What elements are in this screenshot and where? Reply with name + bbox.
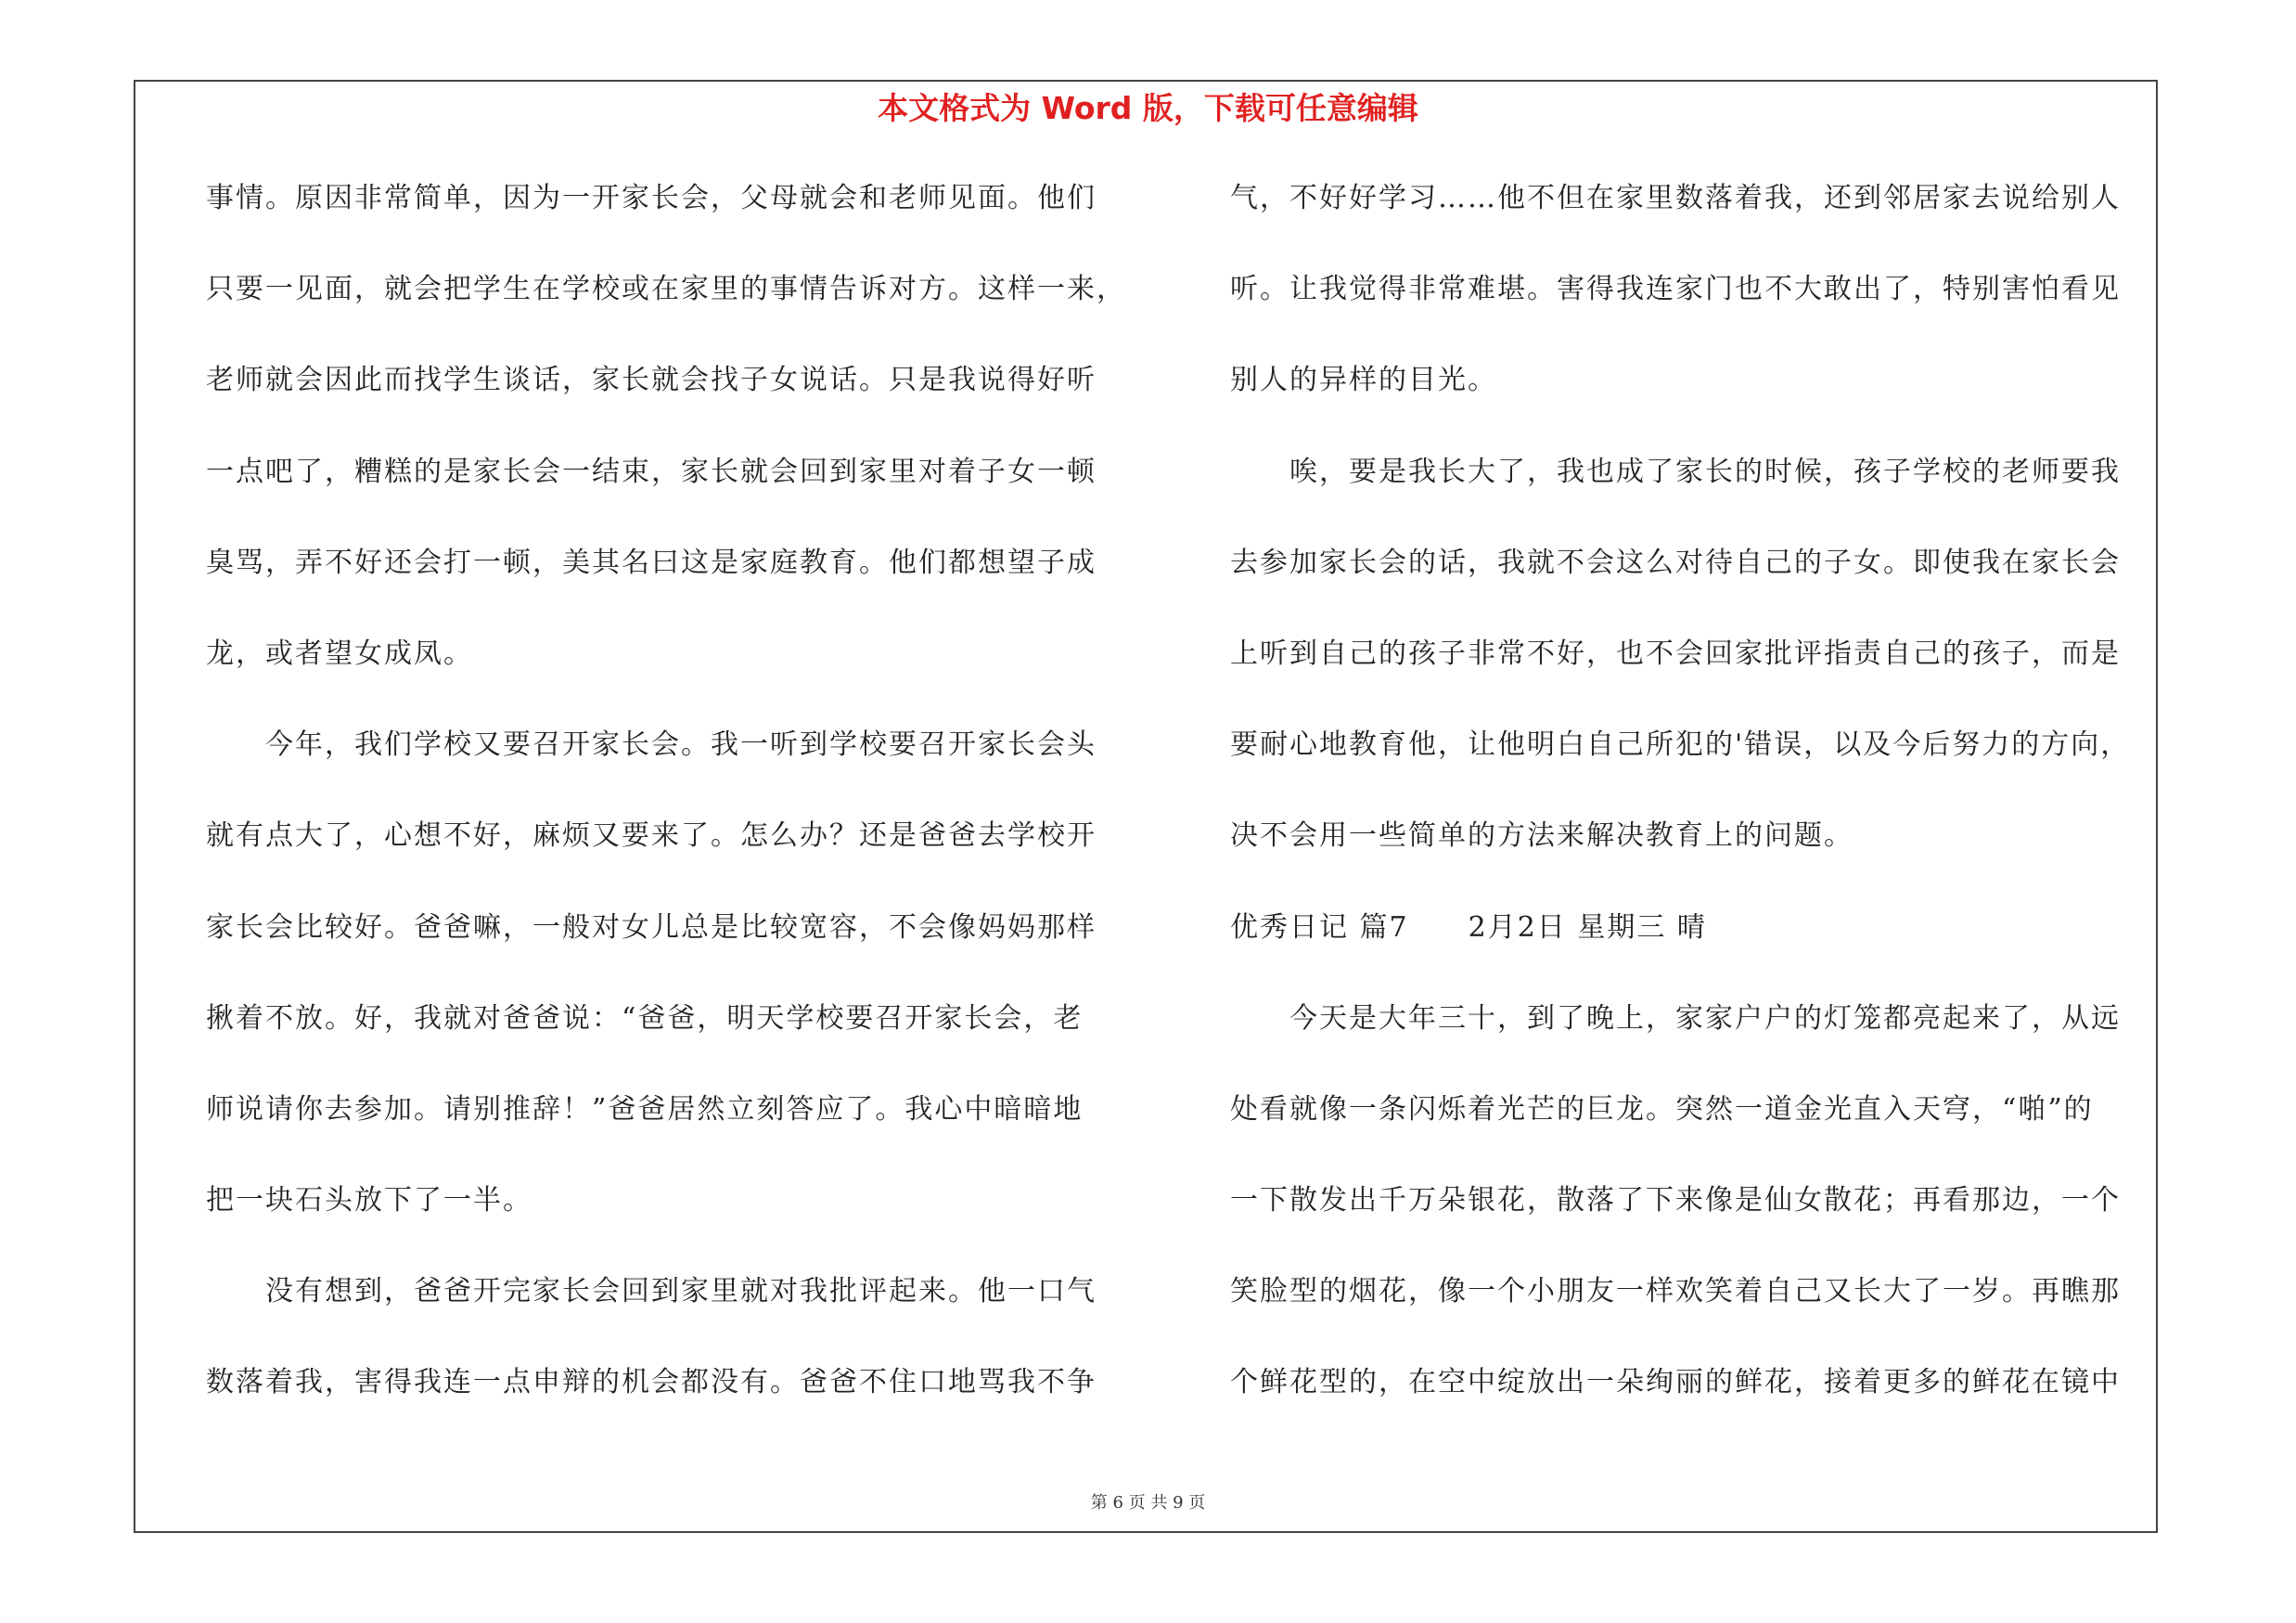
text-line: 气，不好好学习……他不但在家里数落着我，还到邻居家去说给别人: [1230, 182, 2121, 214]
text-line: 唉，要是我长大了，我也成了家长的时候，孩子学校的老师要我: [1230, 455, 2121, 488]
text-line: 今年，我们学校又要召开家长会。我一听到学校要召开家长会头: [206, 728, 1097, 762]
text-line: 处看就像一条闪烁着光芒的巨龙。突然一道金光直入天穹，“啪”的: [1230, 1092, 2094, 1126]
left-column: [206, 182, 1134, 1458]
text-line: 龙，或者望女成凤。: [206, 637, 473, 670]
text-line: 老师就会因此而找学生谈话，家长就会找子女说话。只是我说得好听: [206, 364, 1097, 397]
text-line: 臭骂，弄不好还会打一顿，美其名曰这是家庭教育。他们都想望子成: [206, 546, 1097, 579]
right-column: [1230, 182, 2158, 1458]
text-line: 数落着我，害得我连一点申辩的机会都没有。爸爸不住口地骂我不争: [206, 1366, 1097, 1399]
text-line: 揪着不放。好，我就对爸爸说：“爸爸，明天学校要召开家长会，老: [206, 1001, 1084, 1035]
text-line: 个鲜花型的，在空中绽放出一朵绚丽的鲜花，接着更多的鲜花在镜中: [1230, 1366, 2121, 1399]
text-line: 笑脸型的烟花，像一个小朋友一样欢笑着自己又长大了一岁。再瞧那: [1230, 1275, 2121, 1308]
text-line: 家长会比较好。爸爸嘛，一般对女儿总是比较宽容，不会像妈妈那样: [206, 910, 1097, 944]
page-number: 第 6 页 共 9 页: [1090, 1493, 1206, 1513]
text-line: 一下散发出千万朵银花，散落了下来像是仙女散花；再看那边，一个: [1230, 1184, 2121, 1217]
text-line: 今天是大年三十，到了晚上，家家户户的灯笼都亮起来了，从远: [1230, 1001, 2121, 1035]
text-line: 决不会用一些简单的方法来解决教育上的问题。: [1230, 819, 1853, 853]
text-line: 师说请你去参加。请别推辞！”爸爸居然立刻答应了。我心中暗暗地: [206, 1092, 1084, 1126]
text-line: 没有想到，爸爸开完家长会回到家里就对我批评起来。他一口气: [206, 1275, 1097, 1308]
text-line: 要耐心地教育他，让他明白自己所犯的'错误，以及今后努力的方向，: [1230, 728, 2131, 762]
header-banner: 本文格式为 Word 版，下载可任意编辑: [878, 90, 1418, 126]
text-line: 只要一见面，就会把学生在学校或在家里的事情告诉对方。这样一来，: [206, 273, 1126, 306]
text-line: 一点吧了，糟糕的是家长会一结束，家长就会回到家里对着子女一顿: [206, 455, 1097, 488]
text-line: 就有点大了，心想不好，麻烦又要来了。怎么办？还是爸爸去学校开: [206, 819, 1097, 853]
text-line: 上听到自己的孩子非常不好，也不会回家批评指责自己的孩子，而是: [1230, 637, 2121, 670]
text-line: 别人的异样的目光。: [1230, 364, 1497, 397]
text-line: 听。让我觉得非常难堪。害得我连家门也不大敢出了，特别害怕看见: [1230, 273, 2121, 306]
text-line: 事情。原因非常简单，因为一开家长会，父母就会和老师见面。他们: [206, 182, 1097, 214]
text-line: 去参加家长会的话，我就不会这么对待自己的子女。即使我在家长会: [1230, 546, 2121, 579]
text-line: 把一块石头放下了一半。: [206, 1184, 532, 1217]
section-heading: 优秀日记 篇7 2月2日 星期三 晴: [1230, 910, 1707, 944]
